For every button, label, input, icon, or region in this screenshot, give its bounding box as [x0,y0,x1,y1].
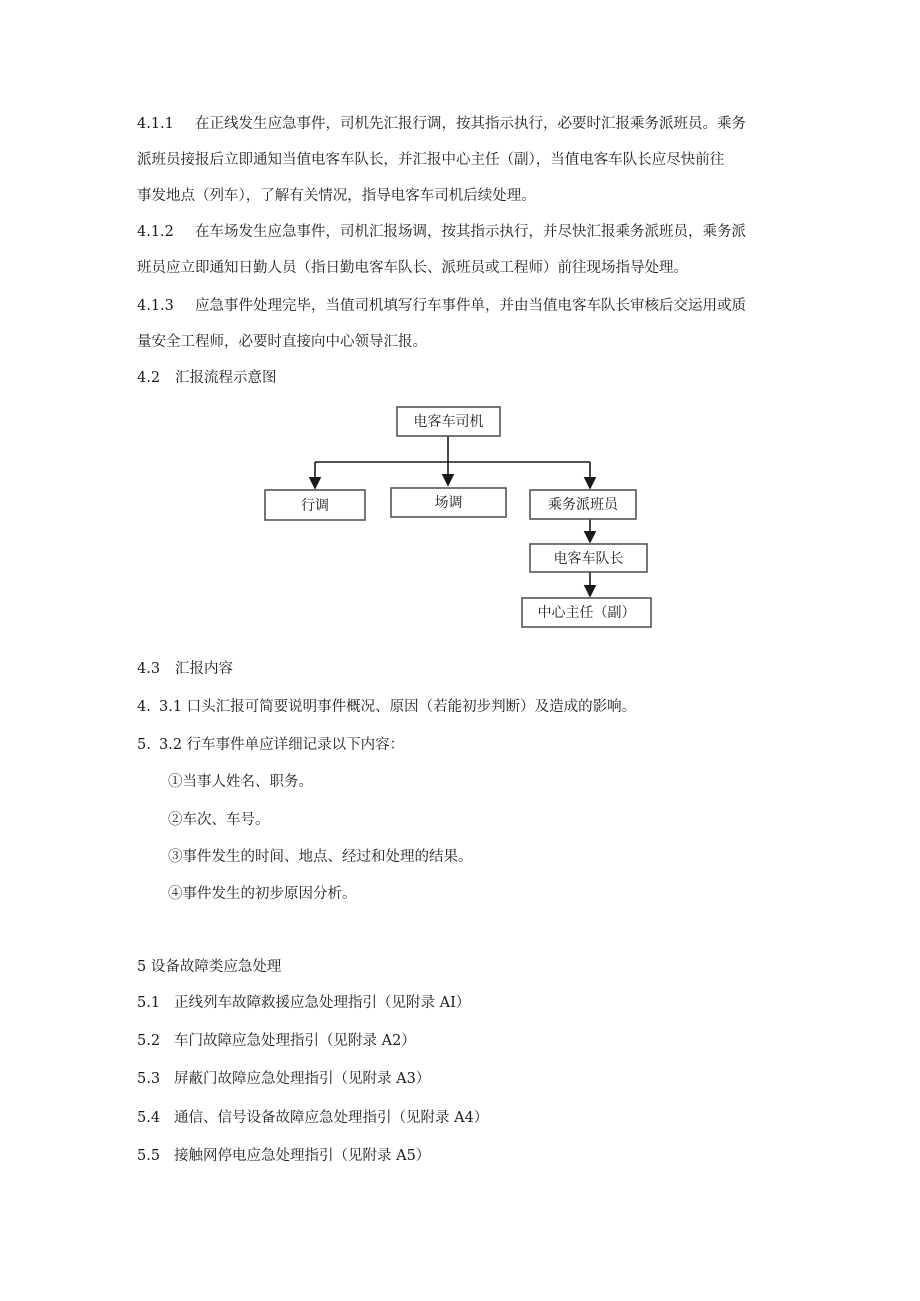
paragraph-4-3-1 [137,697,787,717]
label-driver: 电客车司机 [413,414,484,430]
clause-number: 4.1.3 [137,298,174,314]
clause-number: 4. [137,699,151,715]
paragraph-4-1-1-line-3: 事发地点（列车），了解有关情况，指导电客车司机后续处理。 [137,188,536,204]
clause-number: 5.5 [137,1148,161,1164]
paragraph-text: 3.1 口头汇报可简要说明事件概况、原因（若能初步判断）及造成的影响。 [159,699,637,715]
label-center-director: 中心主任（副） [537,605,636,621]
clause-number: 5.2 [137,1033,161,1049]
list-item: ②车次、车号。 [168,812,270,828]
paragraph-4-1-1-line-1 [137,114,787,134]
section-title: 汇报内容 [175,661,233,677]
list-item: ④事件发生的初步原因分析。 [168,886,357,902]
label-depot-dispatch: 场调 [434,495,463,511]
label-crew-dispatcher: 乘务派班员 [548,497,618,513]
item-text: 接触网停电应急处理指引（见附录 A5） [174,1148,431,1164]
section-title: 汇报流程示意图 [175,370,277,386]
item-text: 车门故障应急处理指引（见附录 A2） [174,1033,416,1049]
report-flowchart [260,400,660,635]
paragraph-text: 在车场发生应急事件，司机汇报场调，按其指示执行，并尽快汇报乘务派班员，乘务派 [195,224,746,240]
paragraph-4-1-1-line-2: 派班员接报后立即通知当值电客车队长，并汇报中心主任（副），当值电客车队长应尽快前往 [137,152,725,168]
label-line-dispatch: 行调 [301,498,329,514]
section-5-item [137,1146,787,1166]
list-item: ③事件发生的时间、地点、经过和处理的结果。 [168,849,473,865]
paragraph-text: 应急事件处理完毕，当值司机填写行车事件单，并由当值电客车队长审核后交运用或质 [195,298,746,314]
list-item: ①当事人姓名、职务。 [168,774,313,790]
section-heading-4-2 [137,368,787,388]
section-5-item [137,1108,787,1128]
clause-number: 4.1.1 [137,116,174,132]
clause-number: 4.1.2 [137,224,174,240]
paragraph-4-1-2-line-2: 班员应立即通知日勤人员（指日勤电客车队长、派班员或工程师）前往现场指导处理。 [137,260,688,276]
clause-number: 5.1 [137,995,161,1011]
section-5-item [137,993,787,1013]
label-captain: 电客车队长 [553,551,624,567]
paragraph-4-3-2 [137,735,787,755]
item-text: 正线列车故障救援应急处理指引（见附录 AI） [174,995,471,1011]
paragraph-4-1-3-line-1 [137,296,787,316]
paragraph-4-1-3-line-2: 量安全工程师，必要时直接向中心领导汇报。 [137,334,427,350]
clause-number: 5.4 [137,1110,161,1126]
section-heading-5: 5 设备故障类应急处理 [137,959,282,975]
clause-number: 5. [137,737,151,753]
item-text: 通信、信号设备故障应急处理指引（见附录 A4） [174,1110,489,1126]
paragraph-text: 在正线发生应急事件，司机先汇报行调，按其指示执行，必要时汇报乘务派班员。乘务 [195,116,746,132]
paragraph-text: 3.2 行车事件单应详细记录以下内容： [159,737,405,753]
section-5-item [137,1031,787,1051]
section-5-item [137,1069,787,1089]
section-heading-4-3 [137,659,787,679]
item-text: 屏蔽门故障应急处理指引（见附录 A3） [174,1071,431,1087]
clause-number: 4.3 [137,661,161,677]
clause-number: 4.2 [137,370,161,386]
clause-number: 5.3 [137,1071,161,1087]
paragraph-4-1-2-line-1 [137,222,787,242]
